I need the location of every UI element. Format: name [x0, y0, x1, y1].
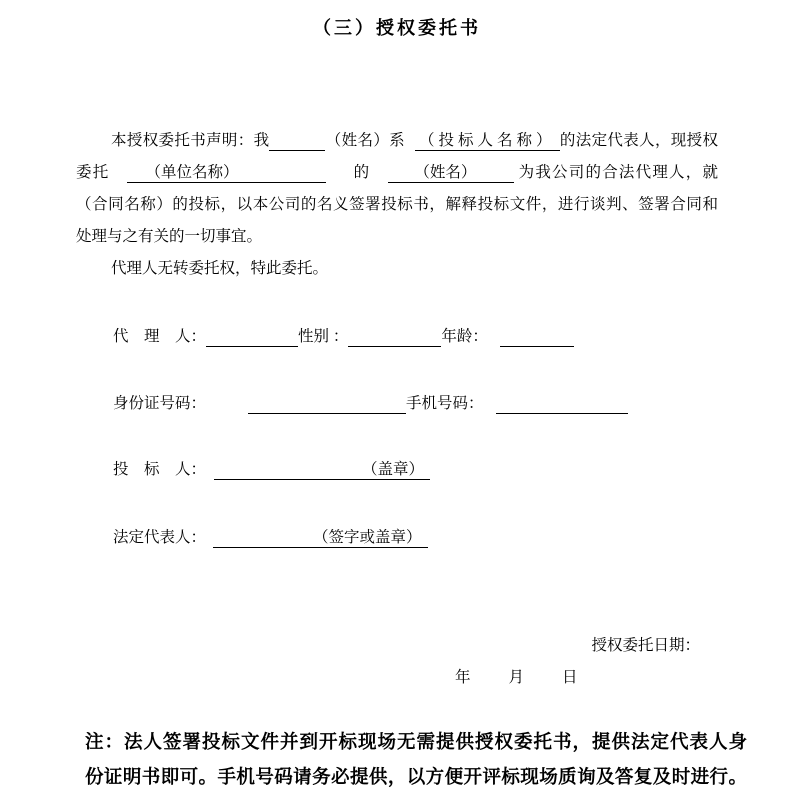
declaration-line-2	[76, 157, 718, 189]
declaration-line-1	[76, 125, 718, 157]
legal-rep-sign-hint: （签字或盖章）	[313, 529, 422, 546]
year-label: 年	[455, 669, 471, 686]
bidder-label: 投 标 人：	[113, 461, 207, 478]
age-label: 年龄：	[441, 328, 488, 345]
declaration-line-4: 处理与之有关的一切事宜。	[76, 228, 263, 245]
document-title: （三）授权委托书	[313, 18, 481, 38]
bidder-row	[113, 458, 430, 482]
agent-name-hint: （姓名）	[414, 164, 477, 181]
bidder-name-blank[interactable]	[415, 131, 560, 151]
date-line	[455, 666, 578, 690]
age-blank[interactable]	[500, 327, 574, 347]
bidder-name-hint: （投标人名称）	[419, 132, 556, 149]
declaration-l1-lead: 本授权委托书声明：我	[111, 132, 270, 149]
agent-name-blank[interactable]	[206, 327, 298, 347]
declaration-l1-tail: 的法定代表人，现授权	[559, 132, 718, 149]
declaration-paragraph	[76, 125, 718, 285]
gender-label: 性别 ：	[298, 328, 349, 345]
note-line-1: 注：法人签署投标文件并到开标现场无需提供授权委托书，提供法定代表人身	[85, 733, 747, 753]
day-label: 日	[562, 669, 578, 686]
declarant-name-blank[interactable]	[269, 131, 325, 151]
org-name-hint: （单位名称）	[145, 164, 239, 181]
org-name-blank[interactable]	[127, 163, 326, 183]
agent-name-inline-blank[interactable]	[388, 163, 514, 183]
id-number-blank[interactable]	[248, 394, 406, 414]
declaration-l2-mid: 的	[352, 164, 371, 181]
note-paragraph	[85, 726, 747, 796]
declarant-name-hint: （姓名）系	[325, 132, 406, 149]
bidder-seal-blank[interactable]	[214, 460, 430, 480]
id-number-label: 身份证号码：	[113, 395, 207, 412]
gender-blank[interactable]	[348, 327, 441, 347]
declaration-line-3: （合同名称）的投标，以本公司的名义签署投标书，解释投标文件，进行谈判、签署合同和	[76, 196, 718, 213]
agent-label: 代 理 人：	[113, 328, 207, 345]
agent-row	[113, 325, 574, 349]
authorization-date-label: 授权委托日期：	[591, 637, 700, 654]
phone-number-label: 手机号码：	[406, 395, 484, 412]
legal-rep-signature-blank[interactable]	[213, 528, 428, 548]
legal-rep-row	[113, 526, 428, 550]
bidder-seal-hint: （盖章）	[362, 461, 425, 478]
declaration-l2-tail: 为我公司的合法代理人，就	[517, 164, 718, 181]
legal-rep-label: 法定代表人：	[113, 529, 207, 546]
id-phone-row	[113, 392, 628, 416]
declaration-l2-lead: 委托	[76, 164, 110, 181]
phone-number-blank[interactable]	[496, 394, 628, 414]
month-label: 月	[508, 669, 525, 686]
declaration-line-5: 代理人无转委托权，特此委托。	[111, 260, 329, 277]
note-line-2: 份证明书即可。手机号码请务必提供，以方便开评标现场质询及答复及时进行。	[85, 768, 747, 788]
